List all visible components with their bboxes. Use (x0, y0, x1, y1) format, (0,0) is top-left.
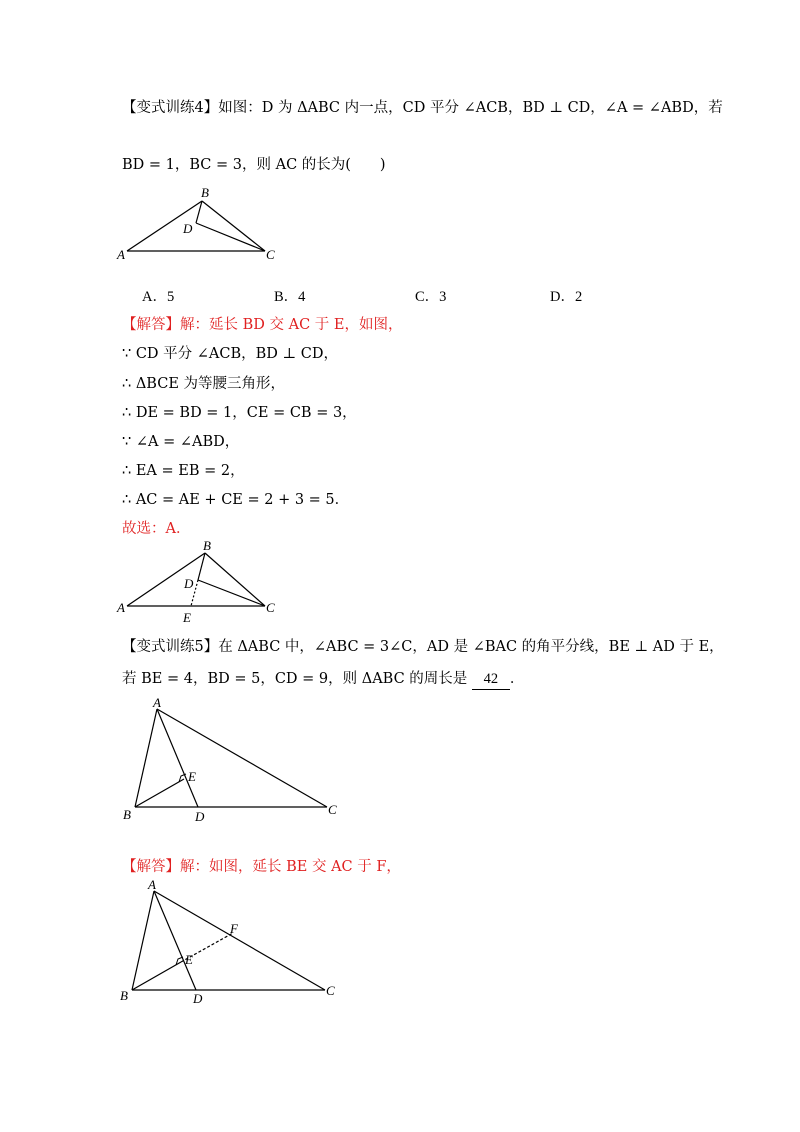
choice-d: D．2 (550, 289, 583, 305)
fig4-label-a: A (117, 247, 125, 262)
fig4s-label-d: D (184, 576, 194, 591)
choice-c: C．3 (415, 289, 447, 305)
exercise4-question-line1: 【变式训练4】如图：D 为 ΔABC 内一点，CD 平分 ∠ACB，BD ⊥ CD，∠A = ∠ABD，若 (122, 100, 723, 116)
fig5s-label-f: F (230, 921, 238, 936)
solution4-line-0: 【解答】解：延长 BD 交 AC 于 E，如图， (122, 317, 403, 333)
exercise5-question-line2 (122, 669, 524, 690)
fig5-label-b: B (123, 807, 131, 822)
fig5s-label-b: B (120, 988, 128, 1003)
fig5s-label-c: C (326, 983, 335, 998)
fig5s-label-d: D (193, 991, 203, 1006)
fig4-label-d: D (183, 221, 193, 236)
fig4s-label-a: A (117, 600, 125, 615)
exercise5-question-end: ． (509, 671, 525, 687)
solution4-line-1: ∵ CD 平分 ∠ACB，BD ⊥ CD， (122, 346, 338, 362)
fig4-label-b: B (201, 185, 209, 200)
solution5-line-0: 【解答】解：如图，延长 BE 交 AC 于 F， (122, 859, 401, 875)
choice-b: B．4 (274, 289, 306, 305)
fig5-label-a: A (153, 695, 161, 710)
fig5-label-c: C (328, 802, 337, 817)
solution4-figure (115, 538, 290, 626)
exercise5-question-line1: 【变式训练5】在 ΔABC 中，∠ABC = 3∠C，AD 是 ∠BAC 的角平分线，BE ⊥ AD 于 E， (122, 639, 724, 655)
solution4-line-3: ∴ DE = BD = 1，CE = CB = 3， (122, 405, 357, 421)
choice-a: A．5 (142, 289, 175, 305)
solution4-line-5: ∴ EA = EB = 2， (122, 463, 245, 479)
fig5-label-d: D (195, 809, 205, 824)
fig4s-label-e: E (183, 610, 191, 625)
solution4-line-4: ∵ ∠A = ∠ABD， (122, 434, 240, 450)
fig5s-label-a: A (148, 877, 156, 892)
exercise4-question-line2: BD = 1，BC = 3，则 AC 的长为( ) (122, 157, 386, 173)
fig4s-label-b: B (203, 538, 211, 553)
fig4-label-c: C (266, 247, 275, 262)
exercise4-figure (115, 183, 290, 263)
exercise5-answer: 42 (472, 669, 510, 690)
solution4-line-2: ∴ ΔBCE 为等腰三角形， (122, 376, 286, 392)
fig5-label-e: E (188, 769, 196, 784)
solution4-line-6: ∴ AC = AE + CE = 2 + 3 = 5． (122, 492, 350, 508)
solution5-figure (115, 877, 355, 1007)
exercise5-figure (115, 695, 355, 830)
fig5s-label-e: E (185, 952, 193, 967)
exercise5-question-text: 若 BE = 4，BD = 5，CD = 9，则 ΔABC 的周长是 (122, 671, 468, 687)
fig4s-label-c: C (266, 600, 275, 615)
solution4-line-7: 故选：A． (122, 521, 191, 537)
